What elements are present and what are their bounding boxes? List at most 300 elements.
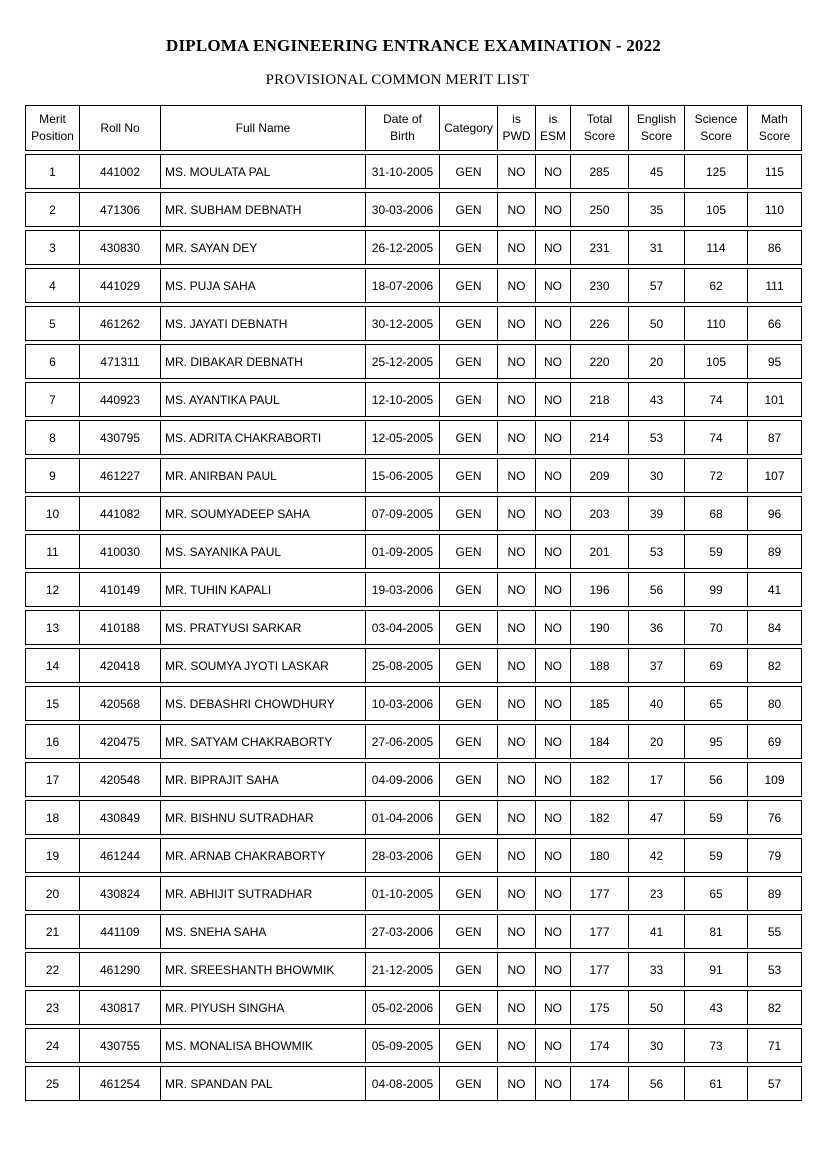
header-is-pwd (497, 105, 535, 151)
table-row (25, 724, 802, 759)
full-name-cell: MR. SPANDAN PAL (160, 1066, 365, 1101)
english-score-cell: 41 (628, 914, 684, 949)
roll-no-cell: 430755 (79, 1028, 160, 1063)
english-score-cell: 45 (628, 154, 684, 189)
total-score-cell: 226 (570, 306, 628, 341)
is-pwd-cell: NO (497, 762, 535, 797)
is-esm-cell: NO (535, 686, 570, 721)
math-score-cell: 89 (747, 534, 802, 569)
full-name-cell: MR. ARNAB CHAKRABORTY (160, 838, 365, 873)
full-name-cell: MS. ADRITA CHAKRABORTI (160, 420, 365, 455)
table-row (25, 534, 802, 569)
category-cell: GEN (439, 610, 497, 645)
science-score-cell: 65 (684, 876, 747, 911)
is-pwd-cell: NO (497, 344, 535, 379)
merit-position-cell: 19 (25, 838, 79, 873)
document-subtitle: PROVISIONAL COMMON MERIT LIST (265, 72, 530, 88)
science-score-cell: 114 (684, 230, 747, 265)
english-score-cell: 50 (628, 306, 684, 341)
english-score-cell: 20 (628, 344, 684, 379)
table-row (25, 230, 802, 265)
roll-no-cell: 420568 (79, 686, 160, 721)
math-score-cell: 86 (747, 230, 802, 265)
science-score-cell: 74 (684, 382, 747, 417)
table-row (25, 876, 802, 911)
category-cell: GEN (439, 382, 497, 417)
merit-position-cell: 3 (25, 230, 79, 265)
science-score-cell: 61 (684, 1066, 747, 1101)
science-score-cell: 65 (684, 686, 747, 721)
header-label: Date of (383, 112, 422, 126)
is-pwd-cell: NO (497, 306, 535, 341)
english-score-cell: 39 (628, 496, 684, 531)
header-is-esm (535, 105, 570, 151)
total-score-cell: 196 (570, 572, 628, 607)
table-row (25, 762, 802, 797)
date-of-birth-cell: 05-09-2005 (365, 1028, 439, 1063)
date-of-birth-cell: 04-08-2005 (365, 1066, 439, 1101)
total-score-cell: 174 (570, 1028, 628, 1063)
table-row (25, 192, 802, 227)
date-of-birth-cell: 31-10-2005 (365, 154, 439, 189)
full-name-cell: MS. MONALISA BHOWMIK (160, 1028, 365, 1063)
is-esm-cell: NO (535, 990, 570, 1025)
merit-position-cell: 14 (25, 648, 79, 683)
is-pwd-cell: NO (497, 952, 535, 987)
roll-no-cell: 461290 (79, 952, 160, 987)
category-cell: GEN (439, 230, 497, 265)
full-name-cell: MR. SREESHANTH BHOWMIK (160, 952, 365, 987)
merit-position-cell: 8 (25, 420, 79, 455)
table-row (25, 154, 802, 189)
is-pwd-cell: NO (497, 230, 535, 265)
is-esm-cell: NO (535, 382, 570, 417)
table-row (25, 268, 802, 303)
science-score-cell: 70 (684, 610, 747, 645)
header-label: Math (761, 112, 788, 126)
roll-no-cell: 430824 (79, 876, 160, 911)
merit-list-table (25, 102, 802, 1104)
total-score-cell: 250 (570, 192, 628, 227)
full-name-cell: MR. BISHNU SUTRADHAR (160, 800, 365, 835)
roll-no-cell: 410030 (79, 534, 160, 569)
english-score-cell: 56 (628, 572, 684, 607)
roll-no-cell: 461244 (79, 838, 160, 873)
roll-no-cell: 461227 (79, 458, 160, 493)
science-score-cell: 62 (684, 268, 747, 303)
math-score-cell: 109 (747, 762, 802, 797)
header-category (439, 105, 497, 151)
header-date-of-birth (365, 105, 439, 151)
merit-position-cell: 23 (25, 990, 79, 1025)
merit-position-cell: 11 (25, 534, 79, 569)
date-of-birth-cell: 26-12-2005 (365, 230, 439, 265)
header-label: PWD (502, 129, 531, 143)
is-esm-cell: NO (535, 724, 570, 759)
full-name-cell: MR. BIPRAJIT SAHA (160, 762, 365, 797)
roll-no-cell: 420475 (79, 724, 160, 759)
header-label: Total (586, 112, 613, 126)
date-of-birth-cell: 25-12-2005 (365, 344, 439, 379)
english-score-cell: 42 (628, 838, 684, 873)
total-score-cell: 209 (570, 458, 628, 493)
math-score-cell: 95 (747, 344, 802, 379)
math-score-cell: 41 (747, 572, 802, 607)
merit-position-cell: 4 (25, 268, 79, 303)
header-label: Category (444, 120, 493, 135)
merit-position-cell: 17 (25, 762, 79, 797)
is-esm-cell: NO (535, 648, 570, 683)
table-row (25, 572, 802, 607)
merit-position-cell: 5 (25, 306, 79, 341)
header-label: Birth (390, 129, 415, 143)
english-score-cell: 40 (628, 686, 684, 721)
full-name-cell: MS. MOULATA PAL (160, 154, 365, 189)
table-row (25, 800, 802, 835)
category-cell: GEN (439, 724, 497, 759)
is-pwd-cell: NO (497, 1028, 535, 1063)
math-score-cell: 89 (747, 876, 802, 911)
merit-table-body (25, 154, 802, 1101)
science-score-cell: 99 (684, 572, 747, 607)
roll-no-cell: 430830 (79, 230, 160, 265)
is-pwd-cell: NO (497, 382, 535, 417)
roll-no-cell: 430849 (79, 800, 160, 835)
math-score-cell: 82 (747, 648, 802, 683)
is-pwd-cell: NO (497, 534, 535, 569)
header-label: Full Name (235, 120, 291, 135)
full-name-cell: MR. SAYAN DEY (160, 230, 365, 265)
science-score-cell: 56 (684, 762, 747, 797)
date-of-birth-cell: 27-03-2006 (365, 914, 439, 949)
is-esm-cell: NO (535, 838, 570, 873)
merit-position-cell: 25 (25, 1066, 79, 1101)
is-pwd-cell: NO (497, 496, 535, 531)
math-score-cell: 55 (747, 914, 802, 949)
english-score-cell: 53 (628, 420, 684, 455)
full-name-cell: MR. ABHIJIT SUTRADHAR (160, 876, 365, 911)
full-name-cell: MS. JAYATI DEBNATH (160, 306, 365, 341)
header-full-name (160, 105, 365, 151)
full-name-cell: MS. DEBASHRI CHOWDHURY (160, 686, 365, 721)
merit-position-cell: 20 (25, 876, 79, 911)
merit-position-cell: 10 (25, 496, 79, 531)
table-row (25, 610, 802, 645)
merit-position-cell: 6 (25, 344, 79, 379)
total-score-cell: 177 (570, 914, 628, 949)
is-pwd-cell: NO (497, 420, 535, 455)
math-score-cell: 80 (747, 686, 802, 721)
category-cell: GEN (439, 458, 497, 493)
is-pwd-cell: NO (497, 154, 535, 189)
total-score-cell: 182 (570, 762, 628, 797)
table-header-row (25, 105, 802, 151)
math-score-cell: 107 (747, 458, 802, 493)
header-label: Merit (39, 112, 66, 126)
is-pwd-cell: NO (497, 990, 535, 1025)
category-cell: GEN (439, 952, 497, 987)
header-english-score (628, 105, 684, 151)
header-label: is (548, 112, 558, 126)
table-row (25, 1066, 802, 1101)
date-of-birth-cell: 03-04-2005 (365, 610, 439, 645)
full-name-cell: MR. SOUMYA JYOTI LASKAR (160, 648, 365, 683)
total-score-cell: 231 (570, 230, 628, 265)
header-label: Position (31, 129, 74, 143)
science-score-cell: 81 (684, 914, 747, 949)
roll-no-cell: 441082 (79, 496, 160, 531)
is-pwd-cell: NO (497, 610, 535, 645)
science-score-cell: 43 (684, 990, 747, 1025)
is-esm-cell: NO (535, 572, 570, 607)
document-title: DIPLOMA ENGINEERING ENTRANCE EXAMINATION - 2022 (165, 36, 662, 55)
math-score-cell: 84 (747, 610, 802, 645)
date-of-birth-cell: 30-03-2006 (365, 192, 439, 227)
math-score-cell: 96 (747, 496, 802, 531)
full-name-cell: MS. SNEHA SAHA (160, 914, 365, 949)
date-of-birth-cell: 01-09-2005 (365, 534, 439, 569)
merit-position-cell: 13 (25, 610, 79, 645)
total-score-cell: 230 (570, 268, 628, 303)
math-score-cell: 101 (747, 382, 802, 417)
merit-position-cell: 18 (25, 800, 79, 835)
date-of-birth-cell: 28-03-2006 (365, 838, 439, 873)
is-pwd-cell: NO (497, 192, 535, 227)
roll-no-cell: 471306 (79, 192, 160, 227)
full-name-cell: MR. DIBAKAR DEBNATH (160, 344, 365, 379)
english-score-cell: 36 (628, 610, 684, 645)
category-cell: GEN (439, 268, 497, 303)
header-label: Score (758, 129, 791, 143)
roll-no-cell: 440923 (79, 382, 160, 417)
science-score-cell: 125 (684, 154, 747, 189)
is-esm-cell: NO (535, 952, 570, 987)
category-cell: GEN (439, 192, 497, 227)
category-cell: GEN (439, 572, 497, 607)
full-name-cell: MR. ANIRBAN PAUL (160, 458, 365, 493)
table-row (25, 458, 802, 493)
english-score-cell: 17 (628, 762, 684, 797)
table-row (25, 648, 802, 683)
header-label: Score (700, 129, 732, 143)
math-score-cell: 110 (747, 192, 802, 227)
merit-position-cell: 2 (25, 192, 79, 227)
english-score-cell: 31 (628, 230, 684, 265)
total-score-cell: 174 (570, 1066, 628, 1101)
date-of-birth-cell: 01-10-2005 (365, 876, 439, 911)
header-label: is (512, 112, 521, 126)
table-row (25, 838, 802, 873)
science-score-cell: 59 (684, 838, 747, 873)
header-total-score (570, 105, 628, 151)
date-of-birth-cell: 27-06-2005 (365, 724, 439, 759)
full-name-cell: MS. SAYANIKA PAUL (160, 534, 365, 569)
category-cell: GEN (439, 838, 497, 873)
table-row (25, 344, 802, 379)
is-pwd-cell: NO (497, 724, 535, 759)
merit-position-cell: 21 (25, 914, 79, 949)
is-esm-cell: NO (535, 230, 570, 265)
category-cell: GEN (439, 686, 497, 721)
science-score-cell: 105 (684, 344, 747, 379)
is-esm-cell: NO (535, 344, 570, 379)
math-score-cell: 57 (747, 1066, 802, 1101)
is-pwd-cell: NO (497, 838, 535, 873)
header-roll-no (79, 105, 160, 151)
is-pwd-cell: NO (497, 876, 535, 911)
full-name-cell: MR. SOUMYADEEP SAHA (160, 496, 365, 531)
science-score-cell: 69 (684, 648, 747, 683)
math-score-cell: 79 (747, 838, 802, 873)
total-score-cell: 177 (570, 876, 628, 911)
english-score-cell: 47 (628, 800, 684, 835)
date-of-birth-cell: 25-08-2005 (365, 648, 439, 683)
category-cell: GEN (439, 914, 497, 949)
merit-position-cell: 22 (25, 952, 79, 987)
merit-position-cell: 7 (25, 382, 79, 417)
table-row (25, 686, 802, 721)
merit-position-cell: 9 (25, 458, 79, 493)
full-name-cell: MS. PUJA SAHA (160, 268, 365, 303)
table-row (25, 990, 802, 1025)
total-score-cell: 190 (570, 610, 628, 645)
is-esm-cell: NO (535, 154, 570, 189)
date-of-birth-cell: 12-10-2005 (365, 382, 439, 417)
header-science-score (684, 105, 747, 151)
math-score-cell: 82 (747, 990, 802, 1025)
category-cell: GEN (439, 990, 497, 1025)
table-row (25, 952, 802, 987)
full-name-cell: MR. PIYUSH SINGHA (160, 990, 365, 1025)
category-cell: GEN (439, 154, 497, 189)
math-score-cell: 53 (747, 952, 802, 987)
header-merit-position (25, 105, 79, 151)
science-score-cell: 73 (684, 1028, 747, 1063)
english-score-cell: 57 (628, 268, 684, 303)
is-pwd-cell: NO (497, 458, 535, 493)
table-row (25, 382, 802, 417)
category-cell: GEN (439, 306, 497, 341)
is-esm-cell: NO (535, 800, 570, 835)
table-row (25, 306, 802, 341)
roll-no-cell: 461262 (79, 306, 160, 341)
full-name-cell: MR. SATYAM CHAKRABORTY (160, 724, 365, 759)
total-score-cell: 182 (570, 800, 628, 835)
date-of-birth-cell: 12-05-2005 (365, 420, 439, 455)
roll-no-cell: 430795 (79, 420, 160, 455)
is-pwd-cell: NO (497, 648, 535, 683)
roll-no-cell: 410149 (79, 572, 160, 607)
date-of-birth-cell: 21-12-2005 (365, 952, 439, 987)
english-score-cell: 50 (628, 990, 684, 1025)
is-esm-cell: NO (535, 1028, 570, 1063)
roll-no-cell: 420548 (79, 762, 160, 797)
total-score-cell: 185 (570, 686, 628, 721)
total-score-cell: 201 (570, 534, 628, 569)
is-pwd-cell: NO (497, 800, 535, 835)
is-pwd-cell: NO (497, 572, 535, 607)
science-score-cell: 105 (684, 192, 747, 227)
english-score-cell: 20 (628, 724, 684, 759)
total-score-cell: 184 (570, 724, 628, 759)
category-cell: GEN (439, 344, 497, 379)
science-score-cell: 68 (684, 496, 747, 531)
is-esm-cell: NO (535, 1066, 570, 1101)
science-score-cell: 110 (684, 306, 747, 341)
total-score-cell: 175 (570, 990, 628, 1025)
is-esm-cell: NO (535, 458, 570, 493)
is-esm-cell: NO (535, 914, 570, 949)
is-esm-cell: NO (535, 534, 570, 569)
is-esm-cell: NO (535, 306, 570, 341)
date-of-birth-cell: 05-02-2006 (365, 990, 439, 1025)
is-esm-cell: NO (535, 192, 570, 227)
table-row (25, 1028, 802, 1063)
math-score-cell: 87 (747, 420, 802, 455)
is-esm-cell: NO (535, 496, 570, 531)
math-score-cell: 71 (747, 1028, 802, 1063)
is-pwd-cell: NO (497, 914, 535, 949)
category-cell: GEN (439, 1066, 497, 1101)
total-score-cell: 177 (570, 952, 628, 987)
header-label: Score (583, 129, 616, 143)
total-score-cell: 180 (570, 838, 628, 873)
math-score-cell: 76 (747, 800, 802, 835)
total-score-cell: 218 (570, 382, 628, 417)
merit-position-cell: 12 (25, 572, 79, 607)
header-math-score (747, 105, 802, 151)
science-score-cell: 74 (684, 420, 747, 455)
category-cell: GEN (439, 800, 497, 835)
full-name-cell: MS. PRATYUSI SARKAR (160, 610, 365, 645)
total-score-cell: 285 (570, 154, 628, 189)
merit-position-cell: 24 (25, 1028, 79, 1063)
science-score-cell: 91 (684, 952, 747, 987)
header-label: Science (694, 112, 738, 126)
english-score-cell: 33 (628, 952, 684, 987)
date-of-birth-cell: 30-12-2005 (365, 306, 439, 341)
header-label: ESM (539, 129, 566, 143)
roll-no-cell: 420418 (79, 648, 160, 683)
english-score-cell: 43 (628, 382, 684, 417)
is-pwd-cell: NO (497, 268, 535, 303)
science-score-cell: 59 (684, 534, 747, 569)
merit-position-cell: 1 (25, 154, 79, 189)
roll-no-cell: 471311 (79, 344, 160, 379)
roll-no-cell: 441029 (79, 268, 160, 303)
is-esm-cell: NO (535, 876, 570, 911)
full-name-cell: MS. AYANTIKA PAUL (160, 382, 365, 417)
category-cell: GEN (439, 420, 497, 455)
english-score-cell: 53 (628, 534, 684, 569)
is-esm-cell: NO (535, 610, 570, 645)
total-score-cell: 188 (570, 648, 628, 683)
science-score-cell: 95 (684, 724, 747, 759)
merit-position-cell: 15 (25, 686, 79, 721)
date-of-birth-cell: 18-07-2006 (365, 268, 439, 303)
english-score-cell: 35 (628, 192, 684, 227)
math-score-cell: 111 (747, 268, 802, 303)
date-of-birth-cell: 19-03-2006 (365, 572, 439, 607)
roll-no-cell: 441002 (79, 154, 160, 189)
is-esm-cell: NO (535, 420, 570, 455)
is-esm-cell: NO (535, 268, 570, 303)
header-label: Score (640, 129, 673, 143)
english-score-cell: 30 (628, 1028, 684, 1063)
math-score-cell: 115 (747, 154, 802, 189)
english-score-cell: 37 (628, 648, 684, 683)
date-of-birth-cell: 01-04-2006 (365, 800, 439, 835)
